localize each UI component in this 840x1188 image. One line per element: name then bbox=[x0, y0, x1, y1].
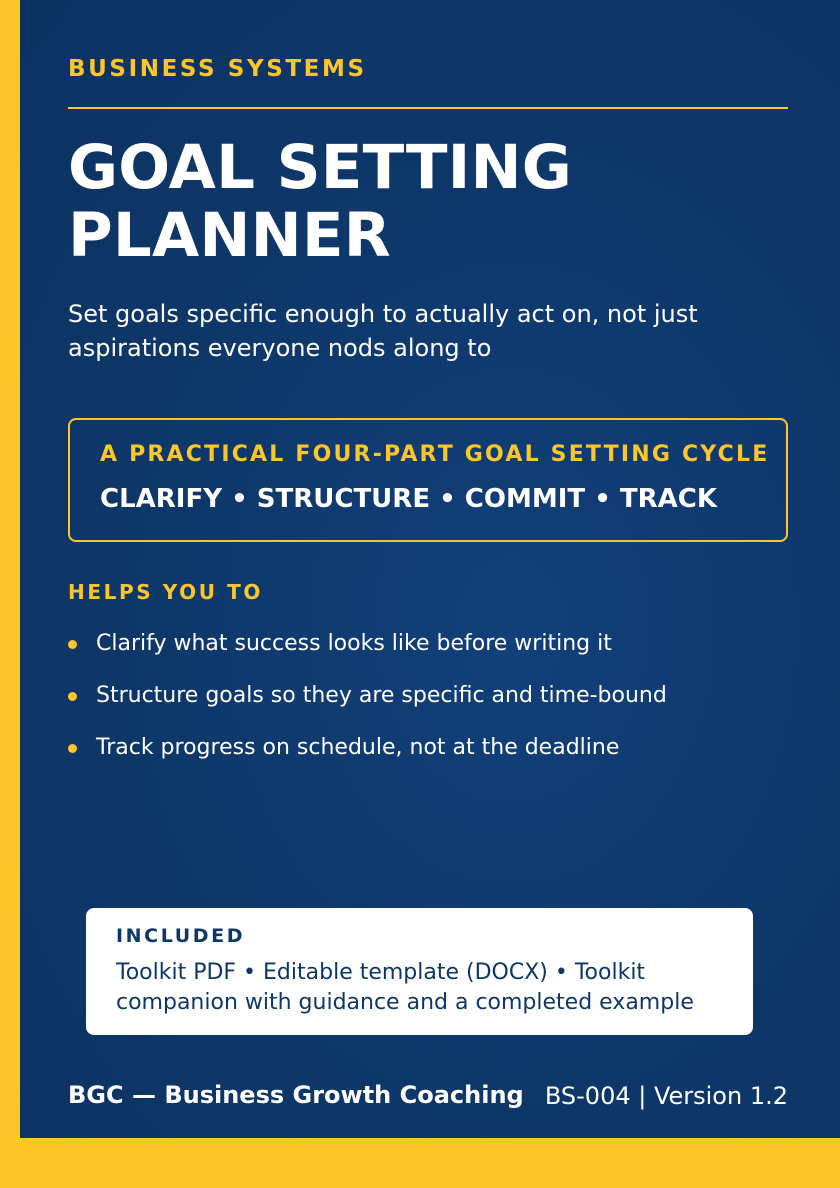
bullet-icon bbox=[68, 640, 77, 649]
organisation-name: BGC — Business Growth Coaching bbox=[68, 1081, 524, 1109]
category-label: BUSINESS SYSTEMS bbox=[68, 56, 367, 82]
cycle-box bbox=[68, 418, 788, 542]
document-version: BS-004 | Version 1.2 bbox=[544, 1082, 788, 1110]
title-line-1: GOAL SETTING bbox=[68, 132, 573, 203]
cycle-steps: CLARIFY • STRUCTURE • COMMIT • TRACK bbox=[100, 484, 717, 514]
subtitle: Set goals specific enough to actually act on, not just aspirations everyone nods along to bbox=[68, 300, 698, 362]
header-divider bbox=[68, 107, 788, 109]
bullet-icon bbox=[68, 744, 77, 753]
list-item bbox=[68, 678, 788, 730]
included-label: INCLUDED bbox=[116, 925, 246, 947]
included-card bbox=[86, 908, 753, 1035]
bullet-icon bbox=[68, 692, 77, 701]
benefit-text: Track progress on schedule, not at the deadline bbox=[96, 735, 620, 760]
list-item bbox=[68, 626, 788, 678]
benefit-text: Structure goals so they are specific and time-bound bbox=[96, 683, 667, 708]
included-text: Toolkit PDF • Editable template (DOCX) • Toolkit companion with guidance and a completed example bbox=[116, 960, 694, 1015]
cycle-heading: A PRACTICAL FOUR-PART GOAL SETTING CYCLE bbox=[100, 442, 770, 467]
list-item bbox=[68, 730, 788, 782]
benefit-text: Clarify what success looks like before writing it bbox=[96, 631, 612, 656]
cover-panel bbox=[20, 0, 840, 1138]
benefits-list bbox=[68, 626, 788, 782]
benefits-heading: HELPS YOU TO bbox=[68, 580, 263, 604]
title-line-2: PLANNER bbox=[68, 200, 391, 271]
page-title bbox=[68, 134, 788, 270]
